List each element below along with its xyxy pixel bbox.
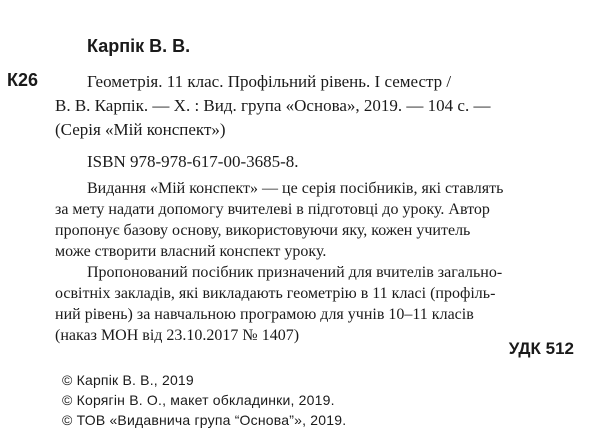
title-line-3: (Серія «Мій конспект») (55, 120, 226, 139)
title-line-2: В. В. Карпік. — Х. : Вид. група «Основа», 2019. — 104 с. — (55, 96, 491, 115)
description-line: пропонує базову основу, використовуючи яку, кожен учитель (55, 222, 471, 239)
description-line: (наказ МОН від 23.10.2017 № 1407) (55, 327, 300, 344)
description-line: Видання «Мій конспект» — це серія посібників, які ставлять (87, 180, 504, 197)
description-line: може створити власний конспект уроку. (55, 243, 327, 260)
title-line-1: Геометрія. 11 клас. Профільний рівень. І семестр / (87, 72, 452, 91)
copyright-line: © Карпік В. В., 2019 (62, 372, 194, 388)
description-line: освітніх закладів, які викладають геометрію в 11 класі (профіль- (55, 285, 496, 302)
description-line: Пропонований посібник призначений для вчителів загально- (87, 264, 503, 281)
isbn: ISBN 978-978-617-00-3685-8. (87, 152, 299, 171)
catalog-code: К26 (7, 70, 39, 90)
udk-code: УДК 512 (508, 339, 574, 358)
copyright-line: © ТОВ «Видавнича група “Основа”», 2019. (62, 412, 347, 428)
description-line: за мету надати допомогу вчителеві в підготовці до уроку. Автор (55, 201, 490, 218)
description-line: ний рівень) за навчальною програмою для учнів 10–11 класів (55, 306, 474, 323)
copyright-line: © Корягін В. О., макет обкладинки, 2019. (62, 392, 335, 408)
author-heading: Карпік В. В. (87, 36, 191, 56)
